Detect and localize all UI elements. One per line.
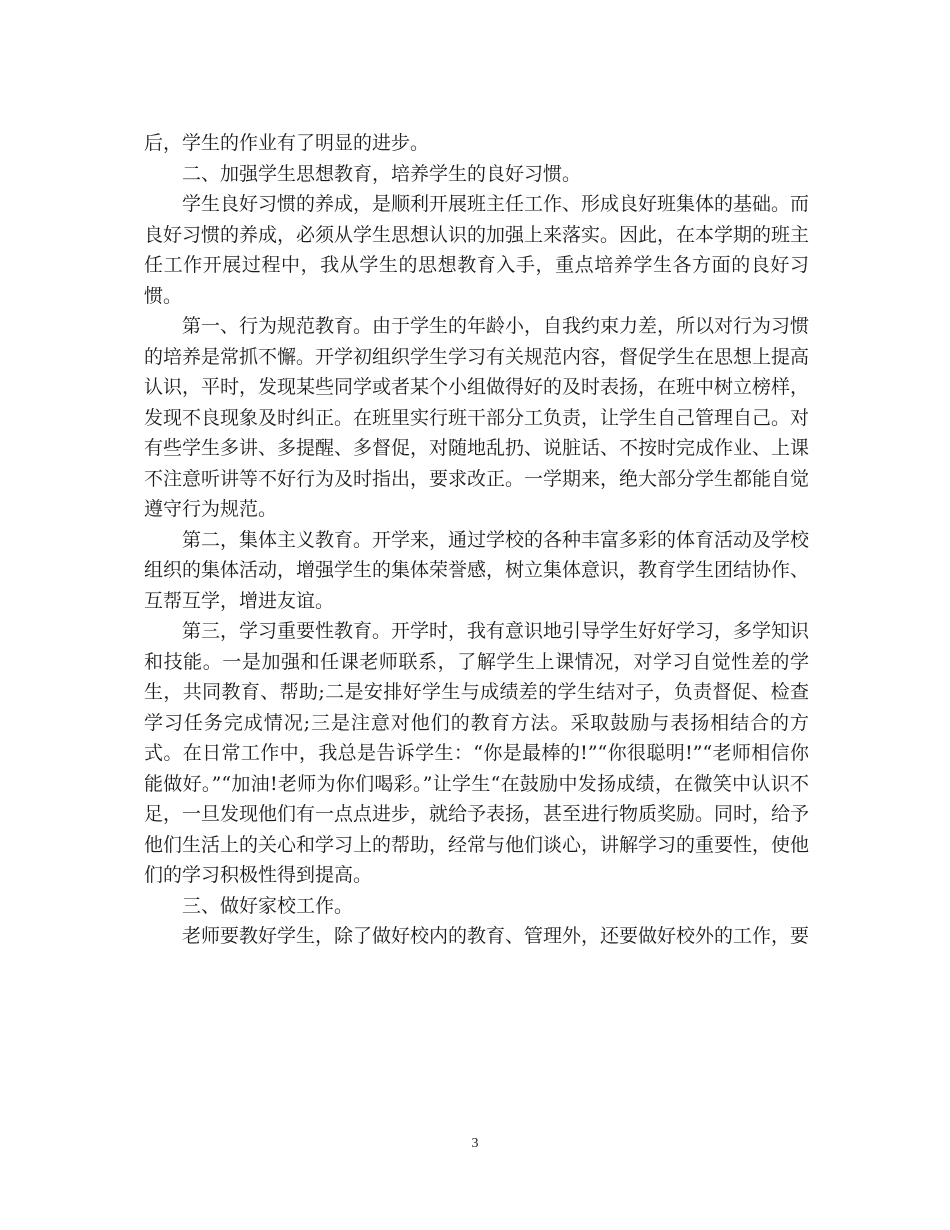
paragraph-collectivism-education: 第二，集体主义教育。开学来，通过学校的各种丰富多彩的体育活动及学校组织的集体活动，增强学生的集体荣誉感，树立集体意识，教育学生团结协作、互帮互学，增进友谊。 — [144, 528, 810, 612]
page-number: 3 — [471, 1136, 479, 1151]
section-heading-3: 三、做好家校工作。 — [182, 894, 354, 917]
paragraph-behavior-education: 第一、行为规范教育。由于学生的年龄小，自我约束力差，所以对行为习惯的培养是常抓不懈。开学初组织学生学习有关规范内容，督促学生在思想上提高认识，平时，发现某些同学或者某个小组做得好的及时表扬，在班中树立榜样，发现不良现象及时纠正。在班里实行班干部分工负责，让学生自己管理自己。对有些学生多讲、多提醒、多督促，对随地乱扔、说脏话、不按时完成作业、上课不注意听讲等不好行为及时指出，要求改正。一学期来，绝大部分学生都能自觉遵守行为规范。 — [144, 315, 810, 520]
paragraph-continuation: 后，学生的作业有了明显的进步。 — [144, 132, 430, 154]
paragraph-habits-intro: 学生良好习惯的养成，是顺利开展班主任工作、形成良好班集体的基础。而良好习惯的养成，必须从学生思想认识的加强上来落实。因此，在本学期的班主任工作开展过程中，我从学生的思想教育入手，重点培养学生各方面的良好习惯。 — [144, 193, 810, 307]
paragraph-study-importance: 第三，学习重要性教育。开学时，我有意识地引导学生好好学习，多学知识和技能。一是加强和任课老师联系，了解学生上课情况，对学习自觉性差的学生，共同教育、帮助;二是安排好学生与成绩差的学生结对子，负责督促、检查学习任务完成情况;三是注意对他们的教育方法。采取鼓励与表扬相结合的方式。在日常工作中，我总是告诉学生：“你是最棒的!”“你很聪明!”“老师相信你能做好。”“加油!老师为你们喝彩。”让学生“在鼓励中发扬成绩，在微笑中认识不足，一旦发现他们有一点点进步，就给予表扬，甚至进行物质奖励。同时，给予他们生活上的关心和学习上的帮助，经常与他们谈心，讲解学习的重要性，使他们的学习积极性得到提高。 — [144, 620, 810, 886]
section-heading-2: 二、加强学生思想教育，培养学生的良好习惯。 — [182, 162, 582, 185]
paragraph-home-school: 老师要教好学生，除了做好校内的教育、管理外，还要做好校外的工作，要 — [182, 925, 810, 947]
document-body — [144, 128, 809, 952]
